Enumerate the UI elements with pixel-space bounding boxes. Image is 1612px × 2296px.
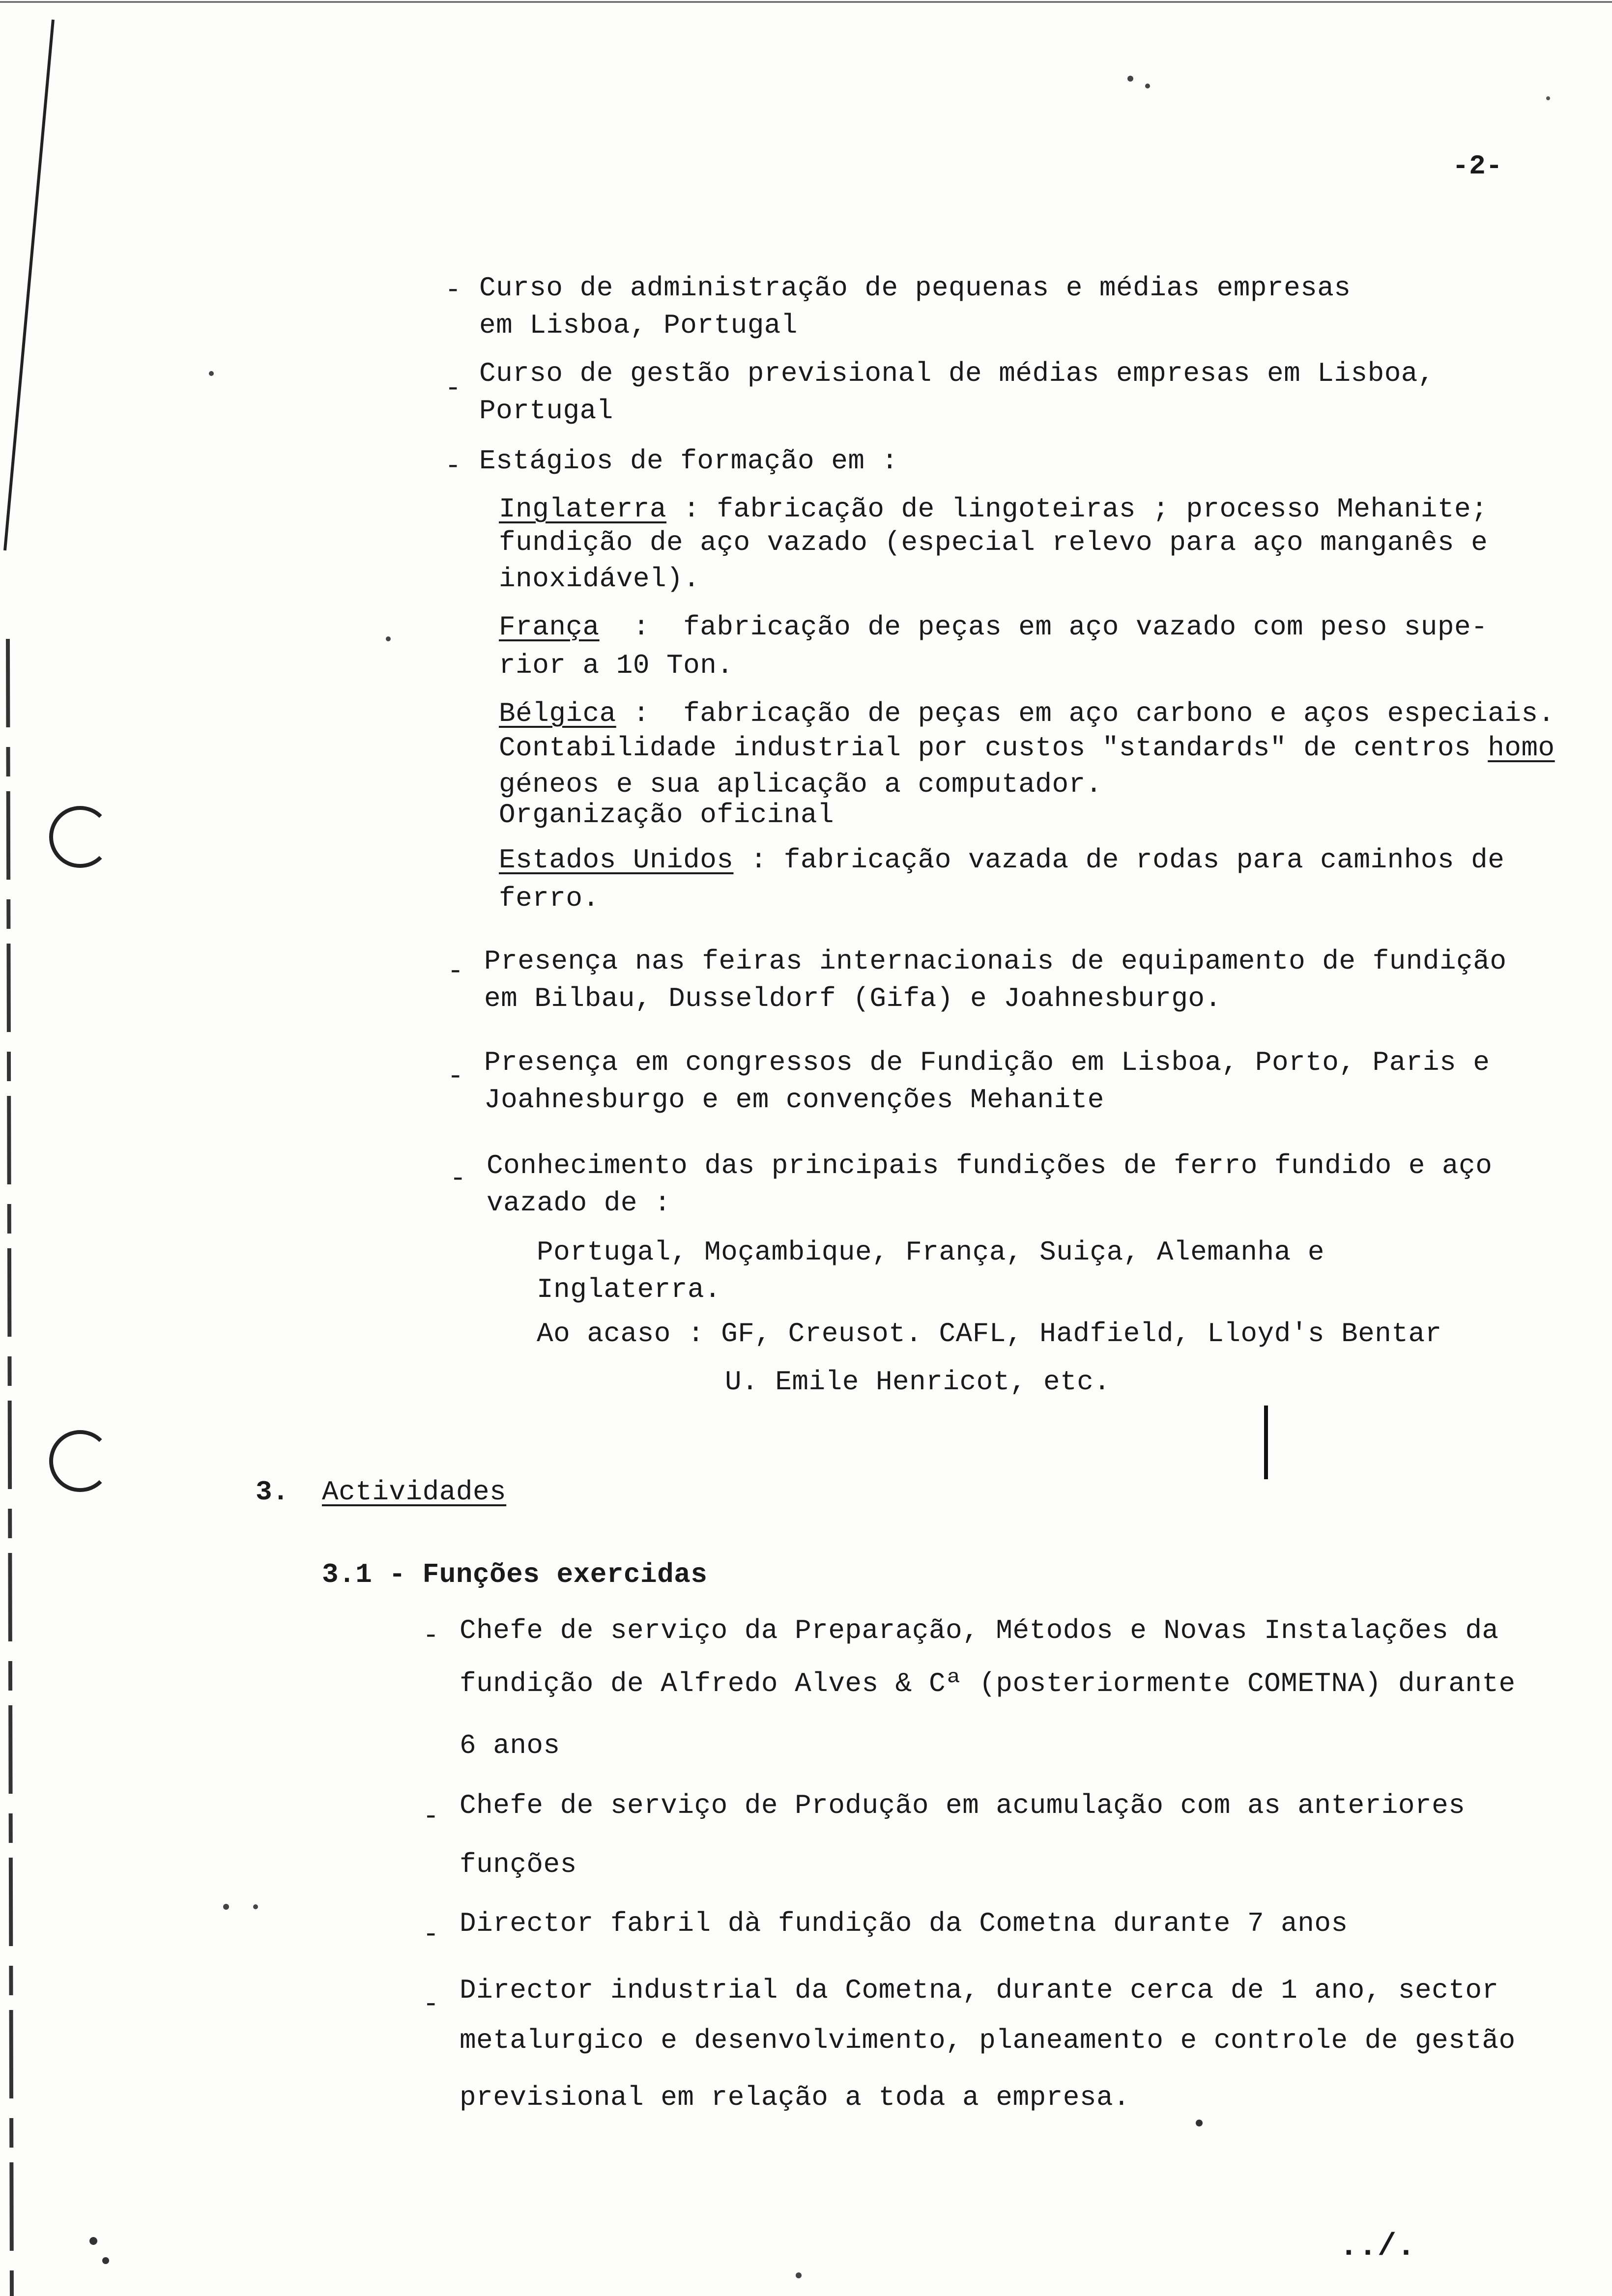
bullet-dash: - bbox=[423, 1988, 440, 2020]
item-course-admin-line2: em Lisboa, Portugal bbox=[479, 310, 798, 341]
item-feiras-line1: Presença nas feiras internacionais de equipamento de fundição bbox=[484, 946, 1507, 977]
belgica-line2-hyphen: homo bbox=[1488, 732, 1555, 764]
eua-line2: ferro. bbox=[499, 883, 600, 914]
belgica-line2-text: Contabilidade industrial por custos "standards" de centros bbox=[499, 732, 1488, 764]
belgica-text: : fabricação de peças em aço carbono e aços especiais. bbox=[616, 698, 1555, 729]
bullet-dash: - bbox=[445, 373, 462, 404]
funcao3-line1: Director fabril dà fundição da Cometna durante 7 anos bbox=[460, 1908, 1348, 1939]
item-feiras-line2: em Bilbau, Dusseldorf (Gifa) e Joahnesburgo. bbox=[484, 983, 1222, 1014]
bullet-dash: - bbox=[450, 1163, 467, 1194]
funcao1-line1: Chefe de serviço da Preparação, Métodos e Novas Instalações da bbox=[460, 1615, 1499, 1646]
inglaterra-text: : fabricação de lingoteiras ; processo Mehanite; bbox=[666, 493, 1488, 525]
franca-line2: rior a 10 Ton. bbox=[499, 650, 734, 681]
item-conhecimento-line1: Conhecimento das principais fundições de ferro fundido e aço bbox=[487, 1150, 1493, 1181]
franca-text: : fabricação de peças em aço vazado com peso supe- bbox=[599, 611, 1488, 643]
continuation-mark: ../. bbox=[1339, 2229, 1416, 2265]
inglaterra-line2: fundição de aço vazado (especial relevo para aço manganês e bbox=[499, 527, 1488, 558]
bullet-dash: - bbox=[445, 274, 462, 306]
page-number: -2- bbox=[1452, 150, 1503, 182]
bullet-dash: - bbox=[445, 450, 462, 482]
bullet-dash: - bbox=[447, 1061, 464, 1092]
eua-text: : fabricação vazada de rodas para caminhos de bbox=[733, 844, 1505, 876]
country-estados-unidos: Estados Unidos bbox=[499, 844, 734, 876]
funcao4-line3: previsional em relação a toda a empresa. bbox=[460, 2082, 1130, 2113]
country-inglaterra: Inglaterra bbox=[499, 493, 667, 525]
item-conhecimento-acaso: Ao acaso : GF, Creusot. CAFL, Hadfield, Lloyd's Bentar bbox=[537, 1318, 1442, 1349]
bullet-dash: - bbox=[423, 1801, 440, 1832]
item-course-admin-line1: Curso de administração de pequenas e médias empresas bbox=[479, 272, 1351, 304]
item-congressos-line1: Presença em congressos de Fundição em Lisboa, Porto, Paris e bbox=[484, 1047, 1490, 1078]
inglaterra-line3: inoxidável). bbox=[499, 563, 700, 595]
item-congressos-line2: Joahnesburgo e em convenções Mehanite bbox=[484, 1084, 1104, 1116]
item-conhecimento-countries1: Portugal, Moçambique, França, Suiça, Alemanha e bbox=[537, 1236, 1324, 1268]
funcao2-line2: funções bbox=[460, 1849, 577, 1880]
bullet-dash: - bbox=[423, 1620, 440, 1651]
funcao1-line2: fundição de Alfredo Alves & Cª (posteriormente COMETNA) durante bbox=[460, 1668, 1516, 1699]
item-estagios: Estágios de formação em : bbox=[479, 445, 898, 477]
section-number: 3. bbox=[256, 1476, 289, 1508]
item-course-gestao-line2: Portugal bbox=[479, 395, 613, 427]
funcao4-line2: metalurgico e desenvolvimento, planeamento e controle de gestão bbox=[460, 2025, 1516, 2056]
bullet-dash: - bbox=[423, 1919, 440, 1950]
item-conhecimento-line2: vazado de : bbox=[487, 1187, 671, 1219]
funcao2-line1: Chefe de serviço de Produção em acumulação com as anteriores bbox=[460, 1790, 1466, 1821]
bullet-dash: - bbox=[447, 955, 464, 987]
item-conhecimento-countries2: Inglaterra. bbox=[537, 1274, 721, 1305]
belgica-line4: Organização oficinal bbox=[499, 799, 835, 831]
item-conhecimento-acaso2: U. Emile Henricot, etc. bbox=[725, 1366, 1111, 1398]
item-course-gestao-line1: Curso de gestão previsional de médias empresas em Lisboa, bbox=[479, 358, 1435, 389]
country-belgica: Bélgica bbox=[499, 698, 616, 729]
country-franca: França bbox=[499, 611, 600, 643]
section-title: Actividades bbox=[322, 1476, 507, 1508]
subsection-heading-text: 3.1 - Funções exercidas bbox=[322, 1559, 708, 1590]
funcao4-line1: Director industrial da Cometna, durante cerca de 1 ano, sector bbox=[460, 1975, 1499, 2006]
belgica-line3: géneos e sua aplicação a computador. bbox=[499, 769, 1102, 800]
funcao1-line3: 6 anos bbox=[460, 1730, 560, 1761]
